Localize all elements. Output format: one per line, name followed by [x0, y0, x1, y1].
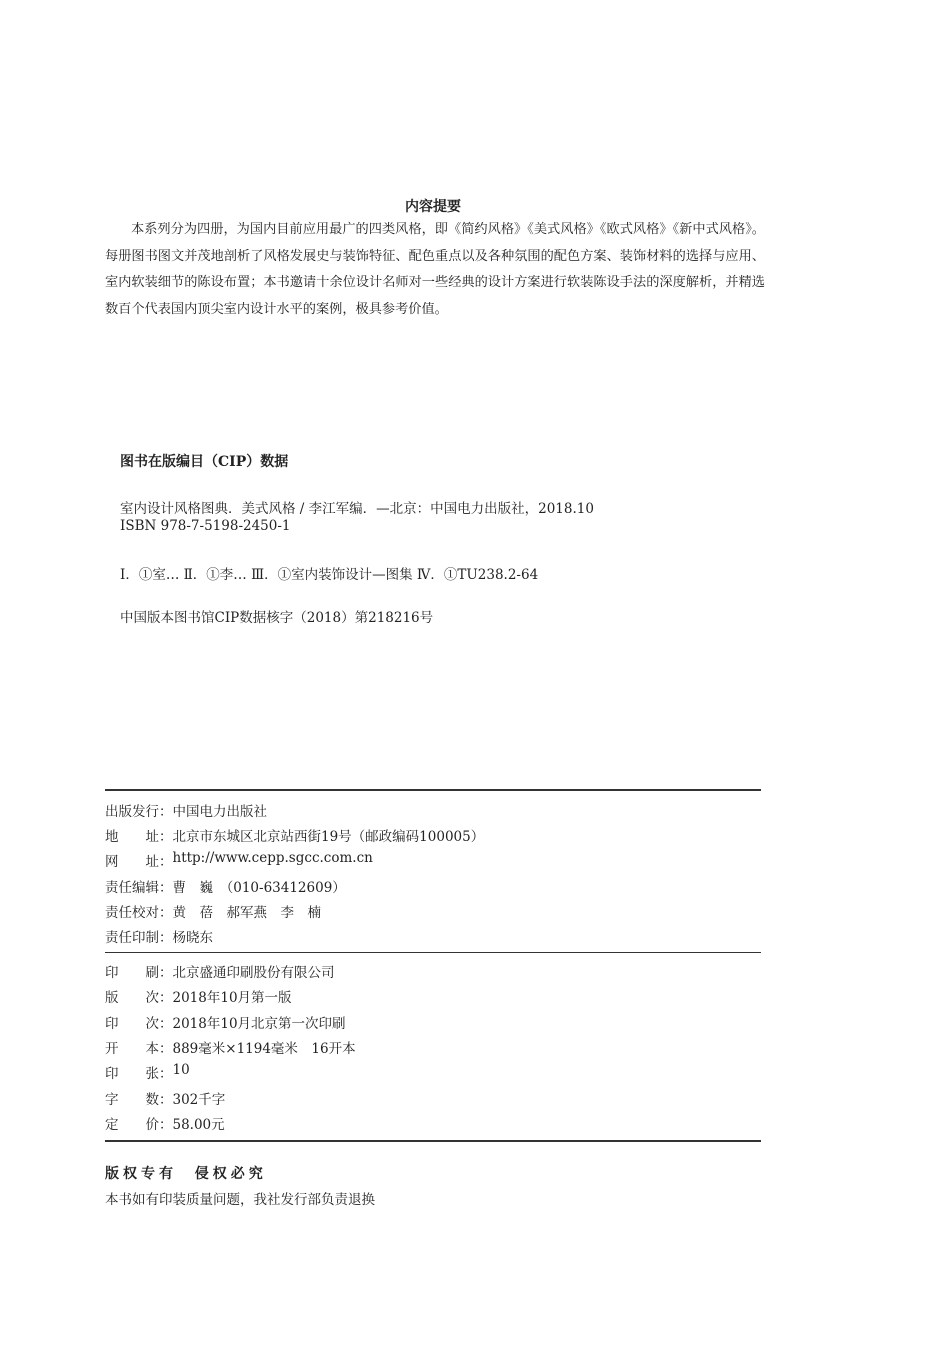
cip-isbn: ISBN 978-7-5198-2450-1 — [120, 518, 291, 534]
print-info-label: 定 价： — [105, 1117, 173, 1133]
publish-info-row — [105, 926, 213, 946]
print-info-row — [105, 961, 335, 981]
print-info-label: 印 刷： — [105, 965, 173, 981]
publish-info-value: 中国电力出版社 — [172, 804, 267, 820]
divider-bottom — [105, 1140, 761, 1142]
publish-info-value: 黄 蓓 郝军燕 李 楠 — [172, 905, 321, 921]
return-policy-note: 本书如有印装质量问题，我社发行部负责退换 — [105, 1192, 375, 1208]
print-info-row — [105, 986, 292, 1006]
print-info-value: 10 — [172, 1062, 190, 1078]
print-info-value: 2018年10月第一版 — [172, 990, 292, 1006]
print-info-value: 北京盛通印刷股份有限公司 — [172, 965, 335, 981]
print-info-label: 字 数： — [105, 1092, 173, 1108]
print-info-value: 2018年10月北京第一次印刷 — [172, 1016, 346, 1032]
cip-heading: 图书在版编目（CIP）数据 — [120, 454, 289, 470]
publish-info-value: http://www.cepp.sgcc.com.cn — [172, 850, 373, 866]
publish-info-value: 曹 巍 （010-63412609） — [172, 880, 346, 896]
publish-info-label: 地 址： — [105, 829, 173, 845]
divider-middle — [105, 952, 761, 953]
summary-body: 本系列分为四册，为国内目前应用最广的四类风格，即《简约风格》《美式风格》《欧式风格》《新中式风格》。每册图书图文并茂地剖析了风格发展史与装饰特征、配色重点以及各种氛围的配色方案、装饰材料的选择与应用、室内软装细节的陈设布置；本书邀请十余位设计名师对一些经典的设计方案进行软装陈设手法的深度解析，并精选数百个代表国内顶尖室内设计水平的案例，极具参考价值。 — [105, 222, 765, 317]
print-info-value: 58.00元 — [172, 1117, 225, 1133]
publish-info-label: 责任印制： — [105, 930, 173, 946]
publish-info-label: 责任校对： — [105, 905, 173, 921]
print-info-label: 开 本： — [105, 1041, 173, 1057]
publish-info-row — [105, 876, 346, 896]
publish-info-label: 责任编辑： — [105, 880, 173, 896]
cip-classification: Ⅰ．①室… Ⅱ．①李… Ⅲ．①室内装饰设计—图集 Ⅳ．①TU238.2-64 — [120, 567, 539, 583]
print-info-label: 印 张： — [105, 1066, 173, 1082]
print-info-value: 889毫米×1194毫米 16开本 — [172, 1041, 356, 1057]
cip-approval-number: 中国版本图书馆CIP数据核字（2018）第218216号 — [120, 610, 434, 626]
summary-title: 内容提要 — [405, 199, 461, 215]
publish-info-row — [105, 800, 267, 820]
publish-info-row — [105, 850, 373, 870]
publish-info-value: 杨晓东 — [172, 930, 213, 946]
publish-info-label: 网 址： — [105, 854, 173, 870]
print-info-row — [105, 1088, 225, 1108]
publish-info-row — [105, 825, 484, 845]
cip-catalog-line: 室内设计风格图典．美式风格 / 李江军编．—北京：中国电力出版社，2018.10 — [120, 501, 594, 517]
publish-info-label: 出版发行： — [105, 804, 173, 820]
print-info-label: 版 次： — [105, 990, 173, 1006]
divider-top — [105, 789, 761, 791]
copyright-notice: 版权专有 侵权必究 — [105, 1166, 267, 1182]
print-info-label: 印 次： — [105, 1016, 173, 1032]
print-info-row — [105, 1113, 225, 1133]
print-info-row — [105, 1037, 356, 1057]
print-info-row — [105, 1062, 190, 1082]
print-info-value: 302千字 — [172, 1092, 226, 1108]
print-info-row — [105, 1012, 346, 1032]
publish-info-row — [105, 901, 321, 921]
publish-info-value: 北京市东城区北京站西街19号（邮政编码100005） — [172, 829, 485, 845]
